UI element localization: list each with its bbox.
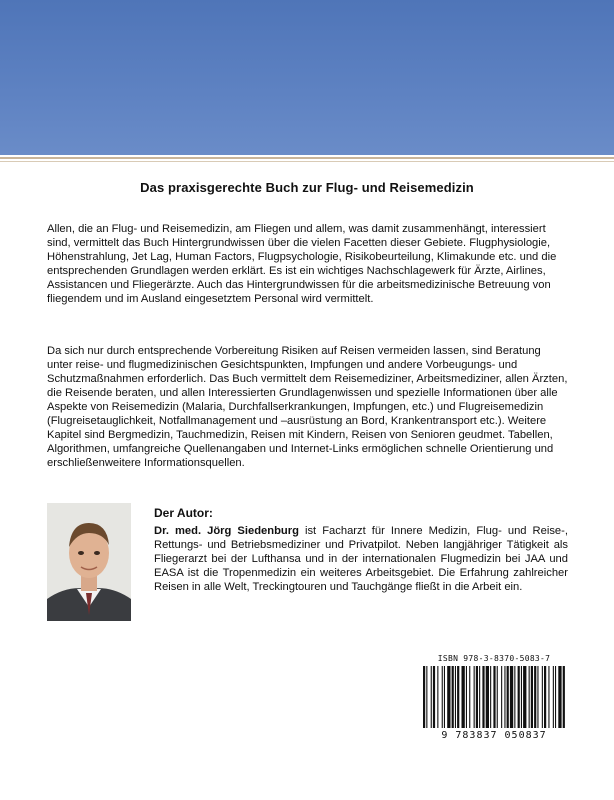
barcode-bar [479,666,480,728]
barcode-bar [457,666,459,728]
barcode-bar [447,666,450,728]
barcode-bar [452,666,454,728]
barcode-bar [510,666,513,728]
barcode-bar [482,666,484,728]
isbn-barcode [418,654,570,746]
barcode-bar [431,666,432,728]
barcode-bar [534,666,536,728]
barcode-bar [531,666,533,728]
barcode-bar [455,666,456,728]
barcode-bar [514,666,515,728]
barcode-bar [476,666,478,728]
ean-digits: 9 783837 050837 [441,730,547,741]
barcode-bar [442,666,443,728]
book-subtitle: Das praxisgerechte Buch zur Flug- und Reisemedizin [140,180,474,195]
barcode-bars [422,666,566,730]
barcode-bar [433,666,435,728]
barcode-bar [542,666,543,728]
barcode-bar [521,666,522,728]
barcode-bar [493,666,495,728]
barcode-bar [537,666,538,728]
barcode-bar [497,666,498,728]
barcode-bar [437,666,438,728]
isbn-label: ISBN 978-3-8370-5083-7 [437,654,551,663]
barcode-bar [555,666,556,728]
barcode-bar [548,666,549,728]
barcode-bar [518,666,520,728]
author-bio-text: ist Facharzt für Innere Medizin, Flug- und Reise-, Rettungs- und Betriebsmediziner und Privatpilot. Neben langjähriger Tätigkeit als Fliegerarzt bei der Lufthansa und in der internationalen Flugmedizin bei JAA und EASA ist die Tropenmedizin ein weiteres Arbeitsgebiet. Die Erfahrung zahlreicher Reisen in alle Welt, Treckingtouren und Tauchgänge fließt in die Arbeit ein. [154,525,568,593]
description-paragraph-2: Da sich nur durch entsprechende Vorbereitung Risiken auf Reisen vermeiden lassen, sind Beratung unter reise- und flugmedizinischen Gesichtspunkten, Impfungen und andere Vorbeugungs- und Schutzmaßnahmen erforderlich. Das Buch vermittelt dem Reisemediziner, Arbeitsmediziner, allen Ärzten, die Reisende beraten, und allen Interessierten Grundlagenwissen und spezielle Informationen über alle Aspekte von Reisemedizin (Malaria, Durchfallserkrankungen, Impfungen, etc.) und Flugreisemedizin (Flugreisetauglichkeit, Notfallmanagement und –ausrüstung an Bord, Krankentransport etc.). Weitere Kapitel sind Bergmedizin, Tauchmedizin, Reisen mit Kindern, Reisen von Senioren geudmet. Tabellen, Algorithmen, umfangreiche Quellenangaben und Internet-Links ermöglichen schnelle Orientierung und erschließenweitere Informationsquellen. [47,345,568,469]
barcode-bar [426,666,427,728]
barcode-bar [474,666,475,728]
barcode-bar [523,666,526,728]
barcode-bar [486,666,489,728]
description-paragraph-1: Allen, die an Flug- und Reisemedizin, am Fliegen und allem, was damit zusammenhängt, interessiert sind, vermittelt das Buch Hintergrundwissen über die vielen Facetten dieser Gebiete. Flugphysiologie, Höhenstrahlung, Jet Lag, Human Factors, Flugpsychologie, Risikobeurteilung, Klimakunde etc. und die entsprechenden Grundlagen werden erklärt. Es ist ein wichtiges Nachschlagewerk für Ärzte, Airlines, Assistancen und Fliegerärzte. Auch das Hintergrundwissen für die arbeitsmedizinische Betreuung von fliegendem und im Ausland eingesetztem Personal wird vermittelt. [47,223,557,305]
author-bio [154,524,568,594]
barcode-bar [423,666,425,728]
author-photo [47,503,131,621]
barcode-bar [563,666,565,728]
divider-line [0,157,614,159]
barcode-bar [507,666,509,728]
barcode-bar [501,666,502,728]
barcode-bar [504,666,505,728]
barcode-bar [462,666,465,728]
barcode-bar [558,666,561,728]
barcode-bar [469,666,470,728]
author-heading: Der Autor: [154,506,213,520]
author-portrait-image [47,503,131,621]
barcode-bar [544,666,546,728]
barcode-bar [490,666,491,728]
cover-color-band [0,0,614,155]
barcode-bar [553,666,554,728]
barcode-bar [466,666,467,728]
author-name: Dr. med. Jörg Siedenburg [154,525,299,537]
barcode-bar [529,666,530,728]
barcode-bar [444,666,445,728]
divider-line-thin [0,161,614,162]
